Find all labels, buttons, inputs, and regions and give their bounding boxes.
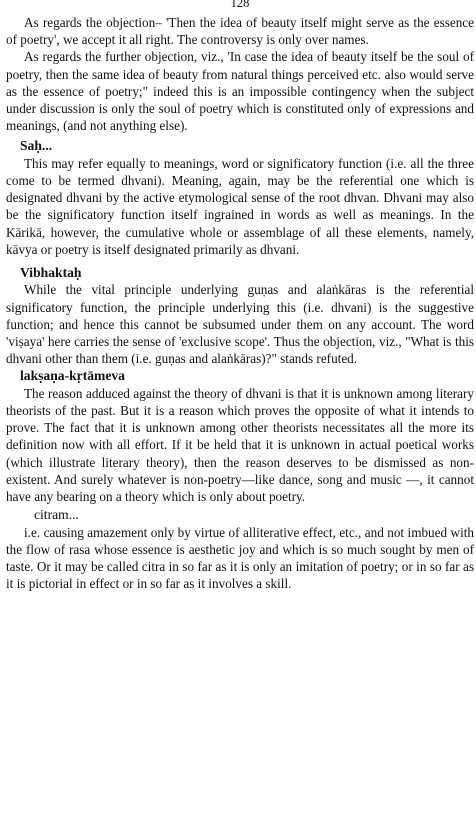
paragraph-citram: i.e. causing amazement only by virtue of alliterative effect, etc., and not imbued with the flow of rasa whose essence is aesthetic joy and which is so much sought by men of taste. Or it may be called citra in so far as it is only an imitation of poetry; or in so far as it is pictorial in effect or in so far as it involves a skill. xyxy=(6,524,474,592)
paragraph-sah: This may refer equally to meanings, word or significatory function (i.e. all the three come to be termed dhvani). Meaning, again, may be the referential one which is designated dhvani by the active etymological sense of the root dhvan. Dhvani may also be the significatory function itself ingrained in words as well as meanings. In the Kārikā, however, the cumulative whole or assemblage of all these elements, namely, kāvya or poetry is itself designated primarily as dhvani. xyxy=(6,155,474,257)
section-heading-sah: Saḥ... xyxy=(20,138,53,154)
paragraph-vibhaktah: While the vital principle underlying guṇas and alaṅkāras is the referential significatory function, the principle underlying this (i.e. dhvani) is the suggestive function; and hence this cannot be subsumed under them on any account. The word 'viṣaya' here carries the sense of 'exclusive scope'. Thus the objection, viz., "What is this dhvani other than them (i.e. guṇas and alaṅkāras)?" stands refuted. xyxy=(6,282,474,367)
section-heading-laksana-krtameva: lakṣaṇa-kṛtāmeva xyxy=(20,368,125,384)
section-heading-vibhaktah: Vibhaktaḥ xyxy=(20,265,82,281)
paragraph-laksana-krtameva: The reason adduced against the theory of dhvani is that it is unknown among literary theorists of the past. But it is a reason which proves the opposite of what it intends to prove. The fact that it is unknown among other theorists necessitates all the more its definition now with all effort. If it be held that it is unknown in actual poetical works (which illustrate literary theory), then the reason deserves to be dismissed as non-existent. And surely whatever is non-poetry—like dance, song and music —, it cannot have any bearing on a theory which is only about poetry. xyxy=(6,385,474,505)
paragraph-objection-beauty: As regards the objection– 'Then the idea of beauty itself might serve as the essence of poetry', we accept it all right. The controversy is only over names. xyxy=(6,15,474,48)
paragraph-further-objection: As regards the further objection, viz., 'In case the idea of beauty itself be the soul of poetry, then the same idea of beauty from natural things perceived etc. also would serve as the essence of poetry;" indeed this is an impossible contingency when the subject under discussion is only the soul of poetry which is constituted only of expressions and meanings, (and not anything else). xyxy=(6,49,474,134)
section-heading-citram: citram... xyxy=(34,507,79,523)
page-number: 128 xyxy=(230,0,250,10)
